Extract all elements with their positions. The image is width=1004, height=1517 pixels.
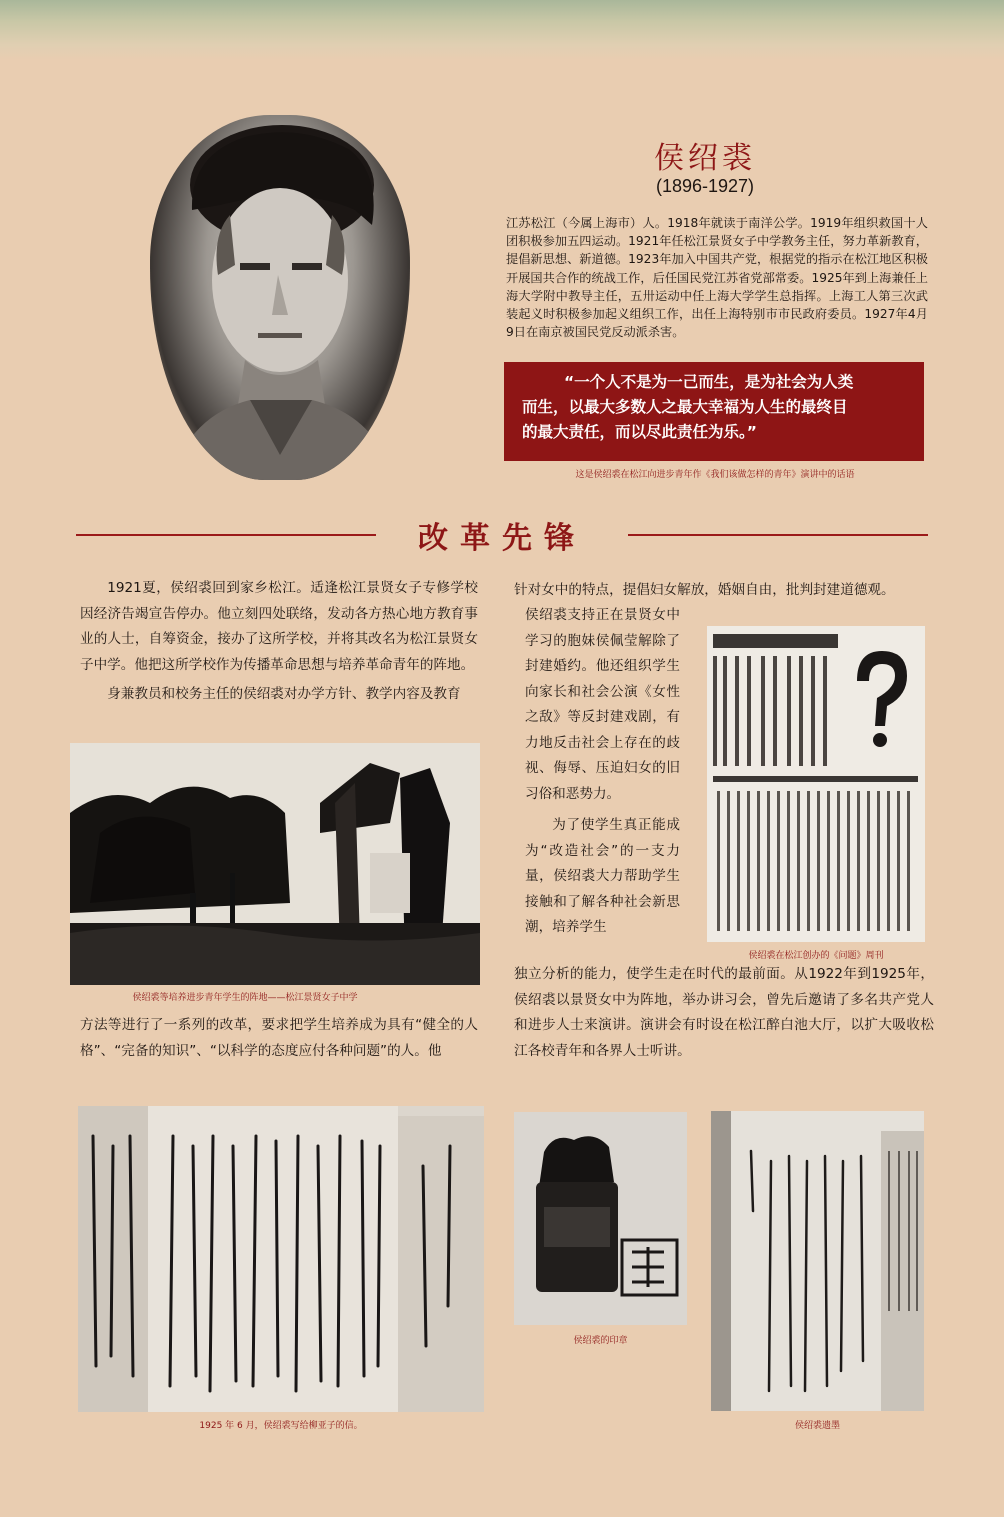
quote-line: 的最大责任，而以尽此责任为乐。” xyxy=(522,423,757,441)
left-column-bottom xyxy=(80,1013,478,1064)
section-divider-right xyxy=(628,534,928,536)
magazine-photo-caption: 侯绍裘在松江创办的《问题》周刊 xyxy=(748,951,884,961)
right-column-bottom xyxy=(514,962,934,1064)
quote-box xyxy=(504,362,924,461)
paragraph: 1921夏，侯绍裘回到家乡松江。适逢松江景贤女子专修学校因经济告竭宣告停办。他立刻四处联络，发动各方热心地方教育事业的人士，自筹资金，接办了这所学校，并将其改名为松江景贤女子中学。他把这所学校作为传播革命思想与培养革命青年的阵地。 xyxy=(80,580,478,673)
letter-photo-icon xyxy=(78,1106,484,1412)
paragraph: 独立分析的能力，使学生走在时代的最前面。从1922年到1925年，侯绍裘以景贤女中为阵地，举办讲习会，曾先后邀请了多名共产党人和进步人士来演讲。演讲会有时设在松江醉白池大厅，以扩大吸收松江各校青年和各界人士听讲。 xyxy=(514,966,934,1059)
paragraph: 针对女中的特点，提倡妇女解放，婚姻自由，批判封建道德观。 xyxy=(514,582,895,598)
quote-caption: 这是侯绍裘在松江向进步青年作《我们该做怎样的青年》演讲中的话语 xyxy=(575,470,855,480)
quote-line: “一个人不是为一己而生，是为社会为人类 xyxy=(564,373,854,391)
section-divider-left xyxy=(76,534,376,536)
paragraph: 为了使学生真正能成为“改造社会”的一支力量，侯绍裘大力帮助学生接触和了解各种社会新思潮，培养学生 xyxy=(525,817,680,935)
portrait-photo-icon xyxy=(150,115,410,480)
section-title: 改革先锋 xyxy=(418,521,586,556)
letter-photo-caption: 1925 年 6 月，侯绍裘写给柳亚子的信。 xyxy=(199,1421,363,1431)
seal-photo-caption: 侯绍裘的印章 xyxy=(573,1336,628,1346)
right-column-wrap xyxy=(525,603,680,941)
seal-photo-icon xyxy=(514,1112,687,1325)
school-photo-caption: 侯绍裘等培养进步青年学生的阵地——松江景贤女子中学 xyxy=(132,993,358,1003)
person-name: 侯绍裘 xyxy=(654,141,756,176)
paragraph: 方法等进行了一系列的改革，要求把学生培养成为具有“健全的人格”、“完备的知识”、“以科学的态度应付各种问题”的人。他 xyxy=(80,1017,478,1059)
biography-text: 江苏松江（今属上海市）人。1918年就读于南洋公学。1919年组织救国十人团积极参加五四运动。1921年任松江景贤女子中学教务主任，努力革新教育，提倡新思想、新道德。1923年加入中国共产党，根据党的指示在松江地区积极开展国共合作的统战工作，后任国民党江苏省党部常委。1925年到上海兼任上海大学附中教导主任，五卅运动中任上海大学学生总指挥。上海工人第三次武装起义时积极参加起义组织工作，出任上海特别市市民政府委员。1927年4月9日在南京被国民党反动派杀害。 xyxy=(506,216,928,340)
school-photo-icon xyxy=(70,743,480,985)
paragraph: 身兼教员和校务主任的侯绍裘对办学方针、教学内容及教育 xyxy=(107,686,461,702)
right-column-top xyxy=(514,578,934,604)
quote-line: 而生，以最大多数人之最大幸福为人生的最终目 xyxy=(522,398,848,416)
left-column-top xyxy=(80,576,478,708)
manuscript-photo-caption: 侯绍裘遗墨 xyxy=(794,1421,840,1431)
manuscript-photo-icon xyxy=(711,1111,924,1411)
person-years: (1896-1927) xyxy=(655,176,755,196)
paragraph: 侯绍裘支持正在景贤女中学习的胞妹侯佩莹解除了封建婚约。他还组织学生向家长和社会公演《女性之敌》等反封建戏剧，有力地反击社会上存在的歧视、侮辱、压迫妇女的旧习俗和恶势力。 xyxy=(525,607,680,802)
decorative-top-band xyxy=(0,0,1004,60)
magazine-photo-icon xyxy=(707,626,925,942)
